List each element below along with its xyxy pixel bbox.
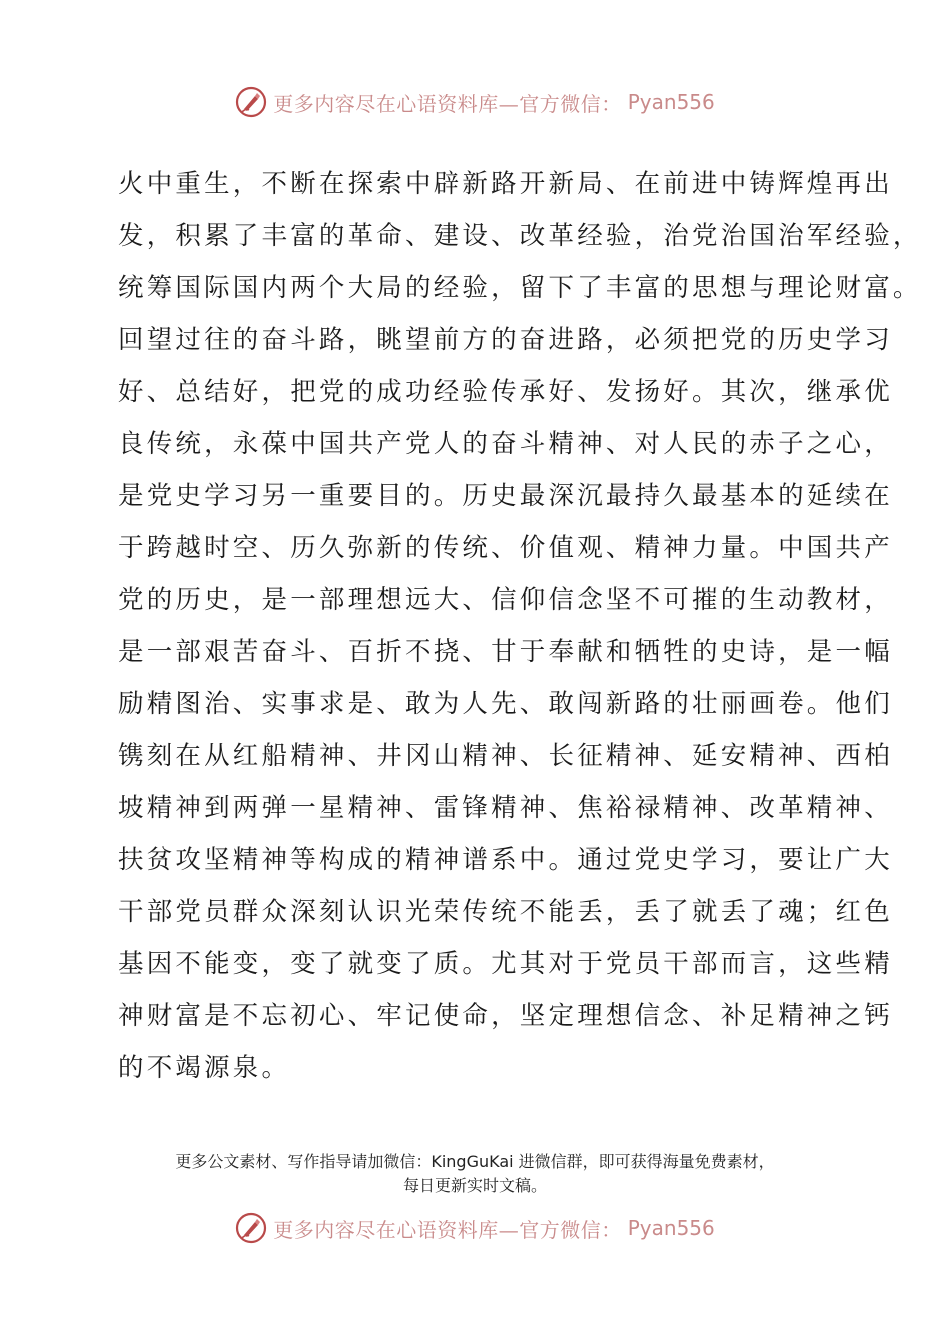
body-line: 好、总结好，把党的成功经验传承好、发扬好。其次，继承优 <box>118 377 893 407</box>
body-line: 发，积累了丰富的革命、建设、改革经验，治党治国治军经验， <box>118 221 922 251</box>
header-watermark <box>0 82 950 122</box>
pen-logo-icon <box>235 86 267 118</box>
body-line: 良传统，永葆中国共产党人的奋斗精神、对人民的赤子之心， <box>118 429 893 459</box>
body-line: 于跨越时空、历久弥新的传统、价值观、精神力量。中国共产 <box>118 533 893 563</box>
body-line: 神财富是不忘初心、牢记使命，坚定理想信念、补足精神之钙 <box>118 1001 893 1031</box>
body-line: 干部党员群众深刻认识光荣传统不能丢，丢了就丢了魂；红色 <box>118 897 893 927</box>
body-line: 党的历史，是一部理想远大、信仰信念坚不可摧的生动教材， <box>118 585 893 615</box>
body-line: 统筹国际国内两个大局的经验，留下了丰富的思想与理论财富。 <box>118 273 922 303</box>
body-line: 基因不能变，变了就变了质。尤其对于党员干部而言，这些精 <box>118 949 893 979</box>
body-line: 励精图治、实事求是、敢为人先、敢闯新路的壮丽画卷。他们 <box>118 689 893 719</box>
article-body <box>118 158 922 1094</box>
footer-watermark-text: 更多内容尽在心语资料库—官方微信： <box>273 1217 622 1242</box>
body-line: 镌刻在从红船精神、井冈山精神、长征精神、延安精神、西柏 <box>118 741 893 771</box>
body-line: 扶贫攻坚精神等构成的精神谱系中。通过党史学习，要让广大 <box>118 845 893 875</box>
footer-watermark <box>0 1208 950 1248</box>
body-line: 的不竭源泉。 <box>118 1053 291 1083</box>
body-line: 坡精神到两弹一星精神、雷锋精神、焦裕禄精神、改革精神、 <box>118 793 893 823</box>
footer-note <box>0 1150 950 1198</box>
pen-logo-icon <box>235 1212 267 1244</box>
footer-note-line-2: 每日更新实时文稿。 <box>402 1176 547 1195</box>
footer-note-line-1: 更多公文素材、写作指导请加微信：KingGuKai 进微信群，即可获得海量免费素材， <box>175 1152 775 1171</box>
body-line: 是一部艰苦奋斗、百折不挠、甘于奉献和牺牲的史诗，是一幅 <box>118 637 893 667</box>
header-watermark-text: 更多内容尽在心语资料库—官方微信： <box>273 91 622 116</box>
header-watermark-wechat-id: Pyan556 <box>627 90 715 114</box>
footer-watermark-wechat-id: Pyan556 <box>627 1216 715 1240</box>
body-line: 是党史学习另一重要目的。历史最深沉最持久最基本的延续在 <box>118 481 893 511</box>
body-line: 火中重生，不断在探索中辟新路开新局、在前进中铸辉煌再出 <box>118 169 893 199</box>
body-line: 回望过往的奋斗路，眺望前方的奋进路，必须把党的历史学习 <box>118 325 893 355</box>
